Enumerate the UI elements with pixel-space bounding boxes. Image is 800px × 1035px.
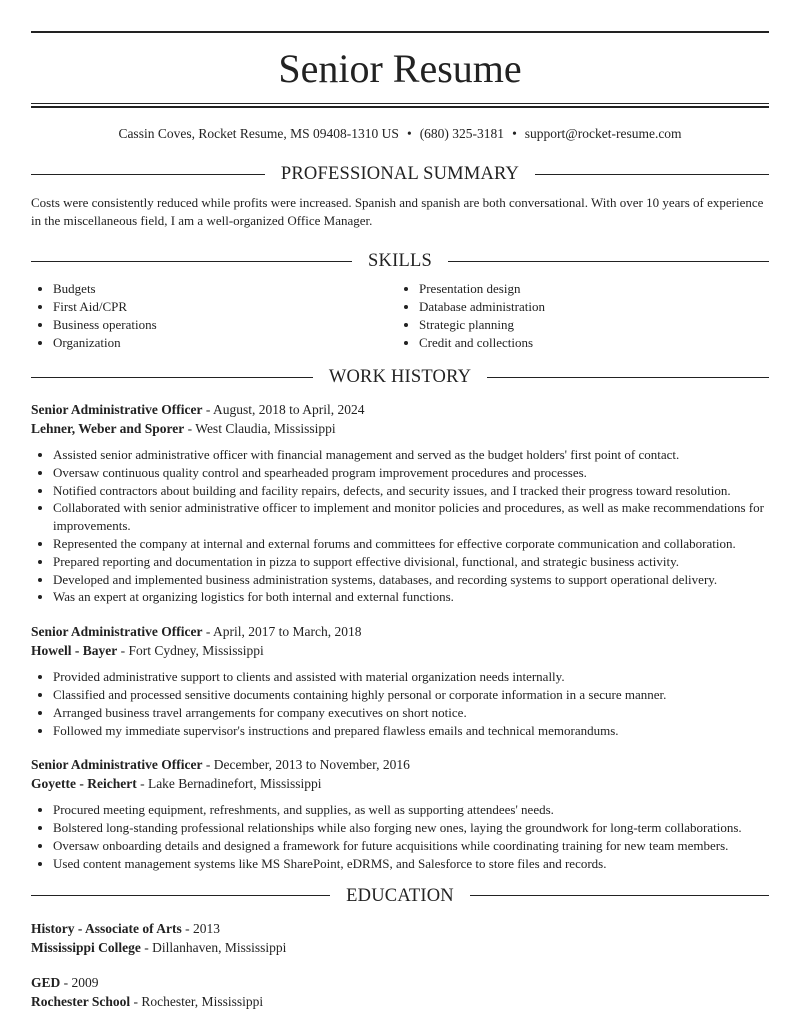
- skill-item: • Credit and collections: [419, 334, 769, 352]
- job-bullet: • Provided administrative support to clients and assisted with material organization needs internally.: [53, 668, 769, 686]
- skill-item: • Business operations: [53, 316, 403, 334]
- job-bullet: • Collaborated with senior administrative officer to implement and monitor policies and procedures, as well as make recommendations for improvements.: [53, 499, 769, 535]
- job-entry: [31, 622, 769, 739]
- skill-item: • Strategic planning: [419, 316, 769, 334]
- school-location: - Rochester, Mississippi: [130, 993, 264, 1009]
- section-title: PROFESSIONAL SUMMARY: [280, 164, 520, 184]
- summary-text: Costs were consistently reduced while profits were increased. Spanish and spanish are both conversational. With over 10 years of experience in the miscellaneous field, I am a well-organized Office Manager.: [31, 195, 764, 228]
- job-dates: - August, 2018 to April, 2024: [202, 402, 365, 417]
- job-dates: - December, 2013 to November, 2016: [202, 757, 410, 773]
- section-title: SKILLS: [368, 251, 432, 271]
- education-entry: [31, 919, 769, 957]
- job-dates: - April, 2017 to March, 2018: [202, 624, 362, 640]
- section-heading-summary: [31, 163, 769, 185]
- section-heading-skills: [31, 250, 769, 272]
- separator: •: [406, 126, 412, 141]
- school-location: - Dillanhaven, Mississippi: [140, 939, 287, 955]
- job-title: Senior Administrative Officer: [31, 624, 203, 640]
- job-bullets: [31, 668, 769, 739]
- education-year: - 2013: [181, 920, 220, 936]
- degree: GED: [31, 974, 61, 990]
- job-company: Goyette - Reichert: [31, 776, 137, 792]
- skill-item: • Presentation design: [419, 280, 769, 298]
- job-company: Howell - Bayer: [31, 643, 118, 659]
- contact-line: [31, 125, 769, 143]
- job-entry: [31, 400, 769, 606]
- section-heading-work: [31, 366, 769, 388]
- job-bullet: • Arranged business travel arrangements for company executives on short notice.: [53, 704, 769, 722]
- job-title: Senior Administrative Officer: [31, 757, 203, 773]
- contact-phone: (680) 325-3181: [419, 126, 505, 141]
- job-bullet: • Procured meeting equipment, refreshments, and supplies, as well as supporting attendees' needs.: [53, 801, 769, 819]
- double-rule: [31, 103, 769, 108]
- job-bullet: • Oversaw onboarding details and designed a framework for future acquisitions while coordinating training for new team members.: [53, 837, 769, 855]
- education-entry: [31, 973, 769, 1011]
- job-location: - Fort Cydney, Mississippi: [117, 643, 264, 659]
- school: Mississippi College: [31, 939, 141, 955]
- contact-address: Cassin Coves, Rocket Resume, MS 09408-1310 US: [118, 126, 399, 141]
- skill-item: • Database administration: [419, 298, 769, 316]
- contact-email: support@rocket-resume.com: [524, 126, 682, 141]
- job-location: - West Claudia, Mississippi: [184, 421, 336, 436]
- job-bullet: • Prepared reporting and documentation in pizza to support effective divisional, functional, and strategic business activity.: [53, 553, 769, 571]
- job-bullet: • Developed and implemented business administration systems, databases, and recording systems to support operational delivery.: [53, 571, 769, 589]
- separator: •: [512, 126, 517, 141]
- section-heading-education: [31, 885, 769, 907]
- job-company: Lehner, Weber and Sporer: [31, 421, 185, 436]
- job-bullet: • Oversaw continuous quality control and spearheaded program improvement procedures and processes.: [53, 464, 769, 482]
- top-rule: [31, 31, 769, 33]
- job-bullets: [31, 446, 769, 606]
- skill-item: • Organization: [53, 334, 403, 352]
- education-year: - 2009: [60, 974, 99, 990]
- resume-title: Senior Resume: [278, 46, 522, 91]
- job-bullet: • Represented the company at internal and external forums and committees for effective corporate communication and collaboration.: [53, 535, 769, 553]
- job-bullet: • Used content management systems like MS SharePoint, eDRMS, and Salesforce to store files and records.: [53, 855, 769, 873]
- skill-item: • Budgets: [53, 280, 403, 298]
- job-bullet: • Followed my immediate supervisor's instructions and prepared flawless emails and technical memorandums.: [53, 722, 769, 740]
- skill-item: • First Aid/CPR: [53, 298, 403, 316]
- job-bullet: • Was an expert at organizing logistics for both internal and external functions.: [53, 588, 769, 606]
- job-bullet: • Classified and processed sensitive documents containing highly personal or corporate information in a secure manner.: [53, 686, 769, 704]
- skills-left: [31, 280, 403, 352]
- school: Rochester School: [31, 993, 131, 1009]
- job-location: - Lake Bernadinefort, Mississippi: [136, 776, 322, 792]
- section-title: WORK HISTORY: [328, 367, 472, 387]
- job-bullet: • Bolstered long-standing professional relationships while also forging new ones, laying the groundwork for long-term collaborations.: [53, 819, 769, 837]
- job-bullet: • Assisted senior administrative officer with financial management and served as the budget holders' first point of contact.: [53, 446, 769, 464]
- degree: History - Associate of Arts: [31, 920, 182, 936]
- job-entry: [31, 755, 769, 872]
- job-bullets: [31, 801, 769, 872]
- skills-list: [31, 280, 769, 352]
- skills-right: [403, 280, 769, 352]
- job-title: Senior Administrative Officer: [31, 402, 203, 417]
- job-bullet: • Notified contractors about building and facility repairs, defects, and security issues, and I tracked their progress toward resolution.: [53, 482, 769, 500]
- section-title: EDUCATION: [346, 885, 454, 906]
